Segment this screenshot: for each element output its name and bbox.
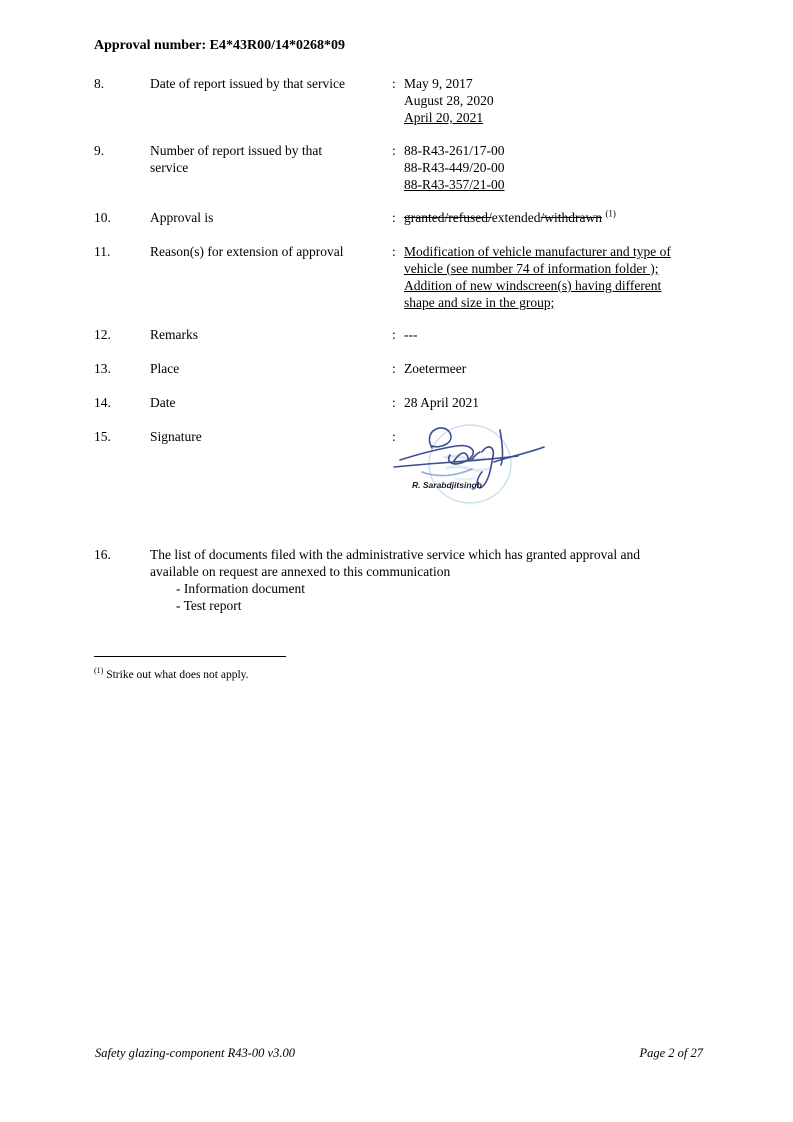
annex-list — [176, 580, 716, 614]
item-label: Remarks — [150, 327, 198, 342]
item-label: Date of report issued by that service — [150, 76, 345, 91]
value-line-underlined: shape and size in the group; — [404, 295, 555, 310]
colon-separator: : — [392, 210, 396, 225]
footer-document-id: Safety glazing-component R43-00 v3.00 — [95, 1046, 295, 1060]
colon-separator: : — [392, 143, 396, 158]
approval-options — [404, 209, 706, 226]
value-line: August 28, 2020 — [404, 93, 494, 108]
item-label — [150, 142, 388, 176]
signer-name: R. Sarabdjitsingh — [412, 480, 482, 490]
item-number: 14. — [94, 395, 111, 410]
item-value: --- — [404, 327, 418, 342]
item-text — [150, 546, 716, 614]
footer-page-number: Page 2 of 27 — [639, 1046, 703, 1060]
item-number: 9. — [94, 143, 105, 158]
item-value: 28 April 2021 — [404, 395, 480, 410]
footnote-text: Strike out what does not apply. — [103, 668, 249, 681]
colon-separator: : — [392, 244, 396, 259]
item-label: Approval is — [150, 210, 214, 225]
value-line: 88-R43-261/17-00 — [404, 143, 505, 158]
signature-icon — [388, 418, 568, 508]
colon-separator: : — [392, 327, 396, 342]
kept-option: extended — [491, 210, 541, 225]
label-line: service — [150, 160, 189, 175]
value-line: May 9, 2017 — [404, 76, 473, 91]
label-line: Number of report issued by that — [150, 143, 323, 158]
value-line-underlined: vehicle (see number 74 of information folder ); — [404, 261, 659, 276]
item-number: 11. — [94, 244, 111, 259]
stamp-icon — [429, 425, 511, 503]
item-number: 8. — [94, 76, 105, 91]
item-value — [404, 243, 706, 311]
annex-item: - Test report — [176, 598, 242, 613]
value-line-underlined: April 20, 2021 — [404, 110, 484, 125]
text-line: available on request are annexed to this communication — [150, 564, 451, 579]
item-value — [404, 209, 706, 226]
item-value: Zoetermeer — [404, 361, 467, 376]
annex-item: - Information document — [176, 581, 305, 596]
item-value — [404, 75, 706, 126]
footnote — [94, 662, 249, 684]
value-line-underlined: Modification of vehicle manufacturer and type of — [404, 244, 671, 259]
footnote-ref: (1) — [605, 208, 616, 219]
item-number: 16. — [94, 547, 111, 562]
approval-number-heading: Approval number: E4*43R00/14*0268*09 — [94, 38, 345, 53]
value-line-underlined: Addition of new windscreen(s) having different — [404, 278, 662, 293]
colon-separator: : — [392, 76, 396, 91]
signature-area — [388, 418, 568, 508]
item-number: 12. — [94, 327, 111, 342]
struck-option: granted/refused/ — [404, 210, 492, 225]
page-footer — [95, 1045, 703, 1062]
item-number: 10. — [94, 210, 111, 225]
colon-separator: : — [392, 395, 396, 410]
struck-option: /withdrawn — [540, 210, 602, 225]
item-number: 15. — [94, 429, 111, 444]
colon-separator: : — [392, 361, 396, 376]
value-line: 88-R43-449/20-00 — [404, 160, 505, 175]
value-line-underlined: 88-R43-357/21-00 — [404, 177, 505, 192]
footnote-divider — [94, 656, 286, 657]
item-value — [404, 142, 706, 193]
footnote-marker: (1) — [94, 666, 104, 675]
colon-separator: : — [392, 429, 396, 444]
item-label: Place — [150, 361, 180, 376]
item-label: Reason(s) for extension of approval — [150, 244, 344, 259]
text-line: The list of documents filed with the administrative service which has granted approval and — [150, 547, 640, 562]
item-number: 13. — [94, 361, 111, 376]
item-label: Date — [150, 395, 176, 410]
item-label: Signature — [150, 429, 202, 444]
